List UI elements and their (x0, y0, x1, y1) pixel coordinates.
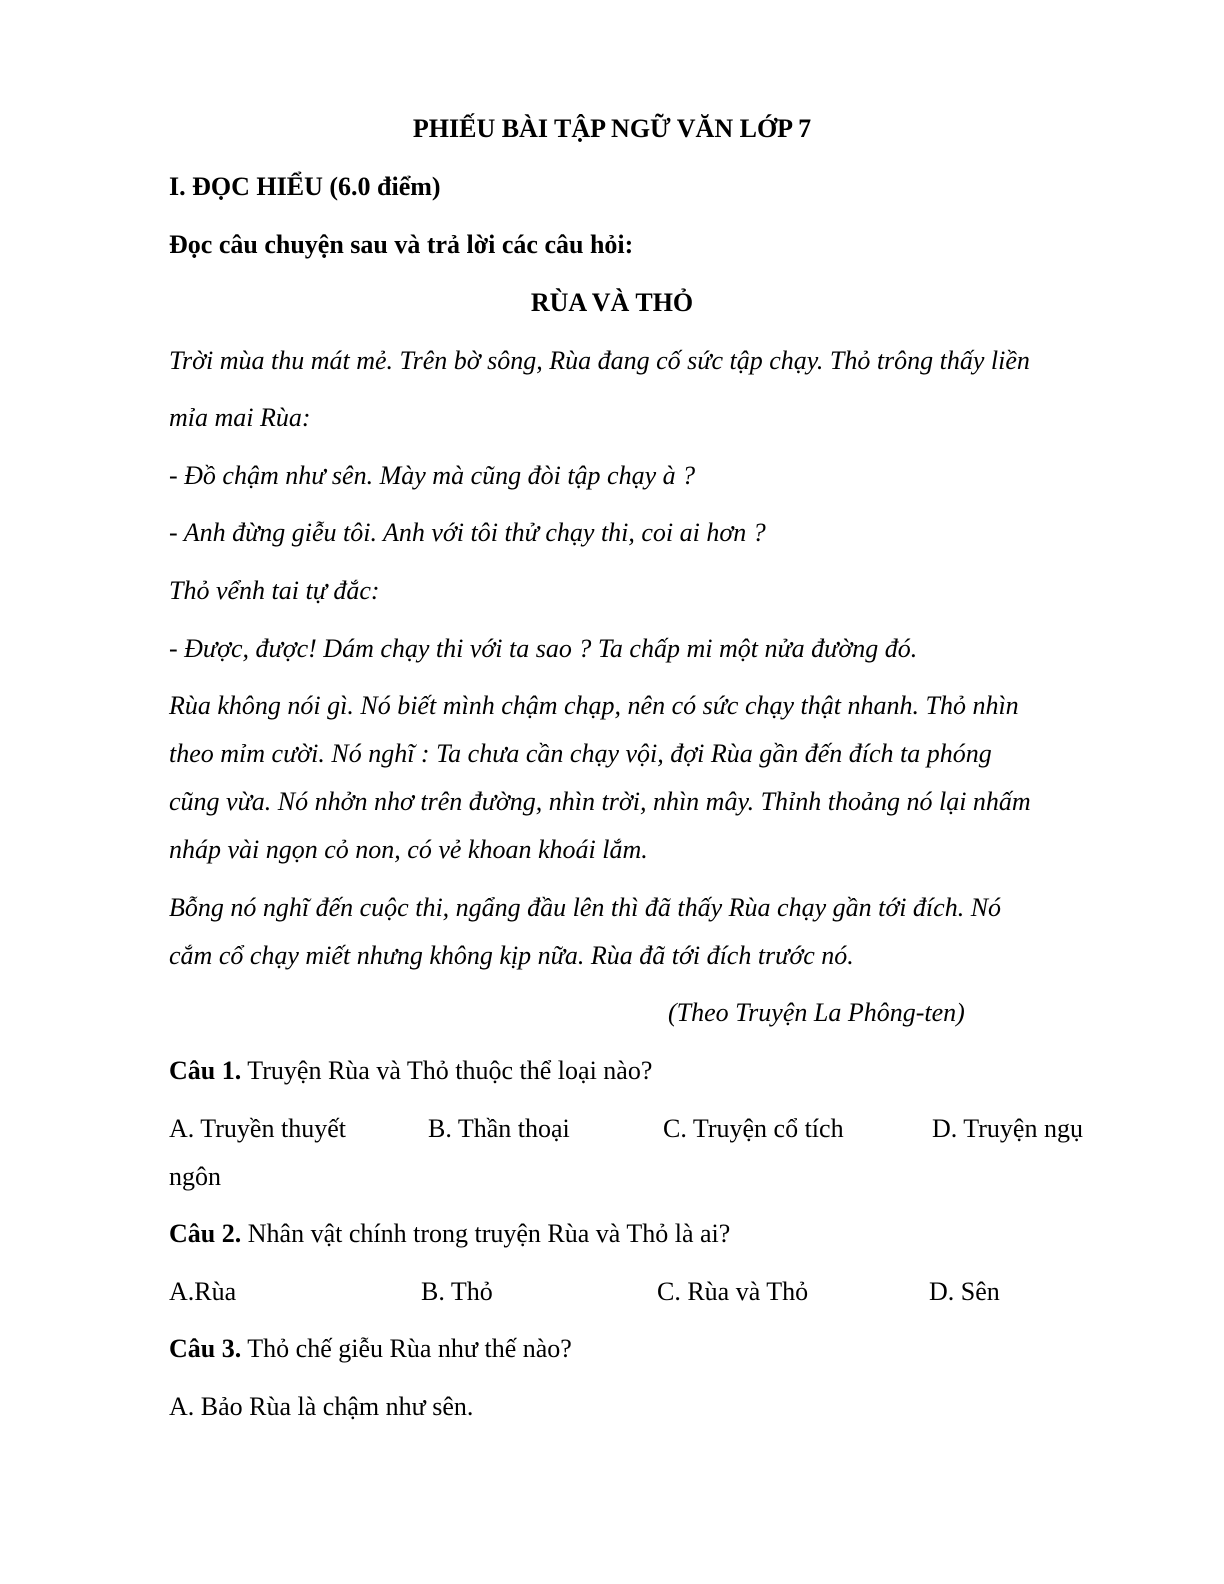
question-text: Thỏ chế giễu Rùa như thế nào? (241, 1334, 572, 1363)
story-line: Thỏ vểnh tai tự đắc: (169, 576, 380, 605)
q2-option-a: A.Rùa (169, 1277, 237, 1306)
question-2 (169, 1219, 730, 1249)
story-line: Trời mùa thu mát mẻ. Trên bờ sông, Rùa đang cố sức tập chạy. Thỏ trông thấy liền (169, 346, 1030, 375)
story-source: (Theo Truyện La Phông-ten) (668, 998, 965, 1027)
question-3 (169, 1334, 572, 1364)
question-label: Câu 2. (169, 1219, 242, 1248)
q2-option-b: B. Thỏ (421, 1277, 493, 1306)
story-title: RÙA VÀ THỎ (530, 288, 694, 317)
q1-option-c: C. Truyện cổ tích (663, 1114, 844, 1143)
q1-option-d: D. Truyện ngụ (932, 1114, 1083, 1143)
question-1 (169, 1056, 652, 1086)
story-line: Bỗng nó nghĩ đến cuộc thi, ngẩng đầu lên thì đã thấy Rùa chạy gần tới đích. Nó (169, 893, 1002, 922)
story-line: - Đồ chậm như sên. Mày mà cũng đòi tập chạy à ? (169, 461, 696, 490)
question-text: Truyện Rùa và Thỏ thuộc thể loại nào? (241, 1056, 653, 1085)
q3-option-a: A. Bảo Rùa là chậm như sên. (169, 1392, 474, 1421)
story-line: - Được, được! Dám chạy thi với ta sao ? Ta chấp mi một nửa đường đó. (169, 634, 918, 663)
question-label: Câu 1. (169, 1056, 242, 1085)
story-line: cắm cổ chạy miết nhưng không kịp nữa. Rùa đã tới đích trước nó. (169, 941, 854, 970)
story-line: mỉa mai Rùa: (169, 403, 311, 432)
section-heading: I. ĐỌC HIỂU (6.0 điểm) (169, 172, 441, 201)
story-line: theo mỉm cười. Nó nghĩ : Ta chưa cần chạy vội, đợi Rùa gần đến đích ta phóng (169, 739, 992, 768)
story-line: Rùa không nói gì. Nó biết mình chậm chạp, nên có sức chạy thật nhanh. Thỏ nhìn (169, 691, 1019, 720)
story-line: nháp vài ngọn cỏ non, có vẻ khoan khoái lắm. (169, 835, 648, 864)
question-text: Nhân vật chính trong truyện Rùa và Thỏ là ai? (241, 1219, 731, 1248)
q2-option-d: D. Sên (929, 1277, 1000, 1306)
story-line: - Anh đừng giễu tôi. Anh với tôi thử chạy thi, coi ai hơn ? (169, 518, 766, 547)
q1-option-b: B. Thần thoại (428, 1114, 570, 1143)
page-title: PHIẾU BÀI TẬP NGỮ VĂN LỚP 7 (412, 114, 812, 143)
instruction-text: Đọc câu chuyện sau và trả lời các câu hỏi: (169, 230, 634, 259)
story-line: cũng vừa. Nó nhởn nhơ trên đường, nhìn trời, nhìn mây. Thỉnh thoảng nó lại nhấm (169, 787, 1031, 816)
q1-option-a: A. Truyền thuyết (169, 1114, 346, 1143)
q1-option-d-continuation: ngôn (169, 1162, 221, 1191)
question-label: Câu 3. (169, 1334, 242, 1363)
q2-option-c: C. Rùa và Thỏ (657, 1277, 809, 1306)
